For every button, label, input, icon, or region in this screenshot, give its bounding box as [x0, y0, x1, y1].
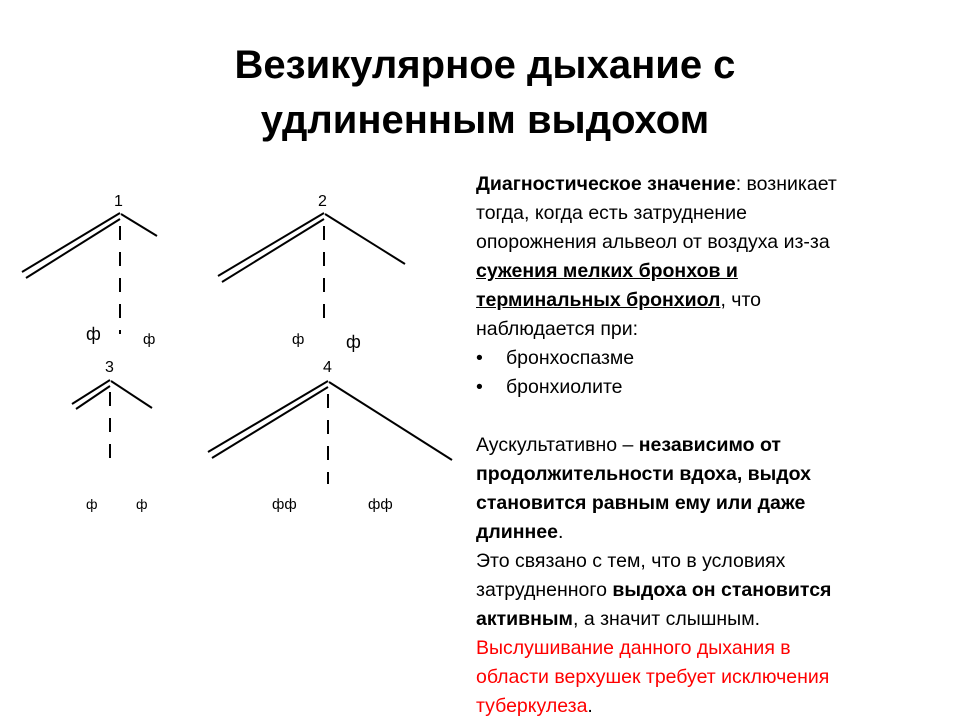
diagram-4-expiration-line [329, 382, 452, 460]
explanation-line-2 [476, 576, 946, 605]
diagram-3-mark-right: ф [136, 496, 148, 512]
explanation-line-1: Это связано с тем, что в условиях [476, 550, 786, 572]
bullet-text-1: бронхоспазме [506, 347, 635, 369]
diagram-4-mark-right: фф [368, 496, 393, 513]
warning-end: . [587, 695, 593, 717]
diagnostic-line-1 [476, 170, 946, 199]
auscultation-end: . [558, 521, 564, 543]
diagram-3-expiration-line [111, 381, 152, 408]
diagram-1-expiration-line [121, 214, 157, 236]
diagnostic-line-3: опорожнения альвеол от воздуха из-за [476, 231, 830, 253]
bullet-icon: • [476, 376, 483, 398]
auscultation-plain: Аускультативно – [476, 434, 639, 456]
diagram-1-inspiration-line-2 [26, 219, 120, 278]
diagram-4-mark-left: фф [272, 496, 297, 513]
warning-line-2: области верхушек требует исключения [476, 666, 830, 688]
underlined-cause-2: терминальных бронхиол [476, 289, 721, 311]
diagram-1-inspiration-line [22, 213, 120, 272]
diagram-4-inspiration-line-2 [212, 387, 328, 458]
diagram-2-inspiration-line [218, 213, 324, 276]
bullet-icon: • [476, 347, 483, 369]
diagnostic-rest: : возникает [735, 173, 837, 195]
auscultation-line-4 [476, 518, 946, 547]
diagnostic-label: Диагностическое значение [476, 173, 736, 195]
diagram-4-inspiration-line [208, 381, 328, 452]
diagram-4-number: 4 [323, 359, 332, 376]
diagram-2-mark-left: ф [292, 331, 305, 348]
underlined-cause-1: сужения мелких бронхов и [476, 260, 738, 282]
auscultation-bold-1: независимо от [638, 434, 781, 456]
title-line-2: удлиненным выдохом [260, 98, 710, 142]
title-line-1: Везикулярное дыхание с [234, 43, 736, 87]
slide-title [140, 38, 830, 148]
auscultation-line-3: становится равным ему или даже [476, 492, 806, 514]
diagram-2 [218, 213, 405, 330]
bullet-item-1 [476, 344, 946, 373]
diagnostic-line-2: тогда, когда есть затруднение [476, 202, 747, 224]
warning-line-1: Выслушивание данного дыхания в [476, 637, 791, 659]
paragraph-gap [476, 402, 946, 431]
bullet-item-2 [476, 373, 946, 402]
diagram-1-mark-right: ф [143, 331, 156, 348]
warning-line-3 [476, 692, 946, 721]
bullet-text-2: бронхиолите [506, 376, 623, 398]
explanation-line-3 [476, 605, 946, 634]
diagnostic-line-6: наблюдается при: [476, 318, 639, 340]
diagram-3-number: 3 [105, 359, 114, 376]
diagram-2-inspiration-line-2 [222, 219, 324, 282]
explanation-plain-2: затрудненного [476, 579, 613, 601]
diagnostic-line-5 [476, 286, 946, 315]
diagram-3 [72, 380, 152, 462]
diagnostic-line-5-rest: , что [720, 289, 762, 311]
diagram-3-mark-left: ф [86, 496, 98, 512]
breathing-diagrams [0, 170, 470, 720]
diagram-1-number: 1 [114, 193, 123, 210]
diagram-3-inspiration-line [72, 380, 110, 404]
explanation-bold-3: активным [476, 608, 573, 630]
auscultation-bold-4: длиннее [476, 521, 558, 543]
diagram-2-number: 2 [318, 193, 327, 210]
diagnostic-line-4 [476, 257, 946, 286]
diagram-2-expiration-line [325, 214, 405, 264]
description-text [476, 170, 946, 721]
warning-text-3: туберкулеза [476, 695, 588, 717]
explanation-bold-2: выдоха он становится [612, 579, 832, 601]
diagram-1 [22, 213, 157, 334]
auscultation-line-2: продолжительности вдоха, выдох [476, 463, 811, 485]
diagram-2-mark-right: ф [346, 332, 361, 352]
auscultation-line-1 [476, 431, 946, 460]
explanation-plain-3: , а значит слышным. [573, 608, 761, 630]
diagram-4 [208, 381, 452, 484]
diagram-1-mark-left: ф [86, 324, 101, 344]
